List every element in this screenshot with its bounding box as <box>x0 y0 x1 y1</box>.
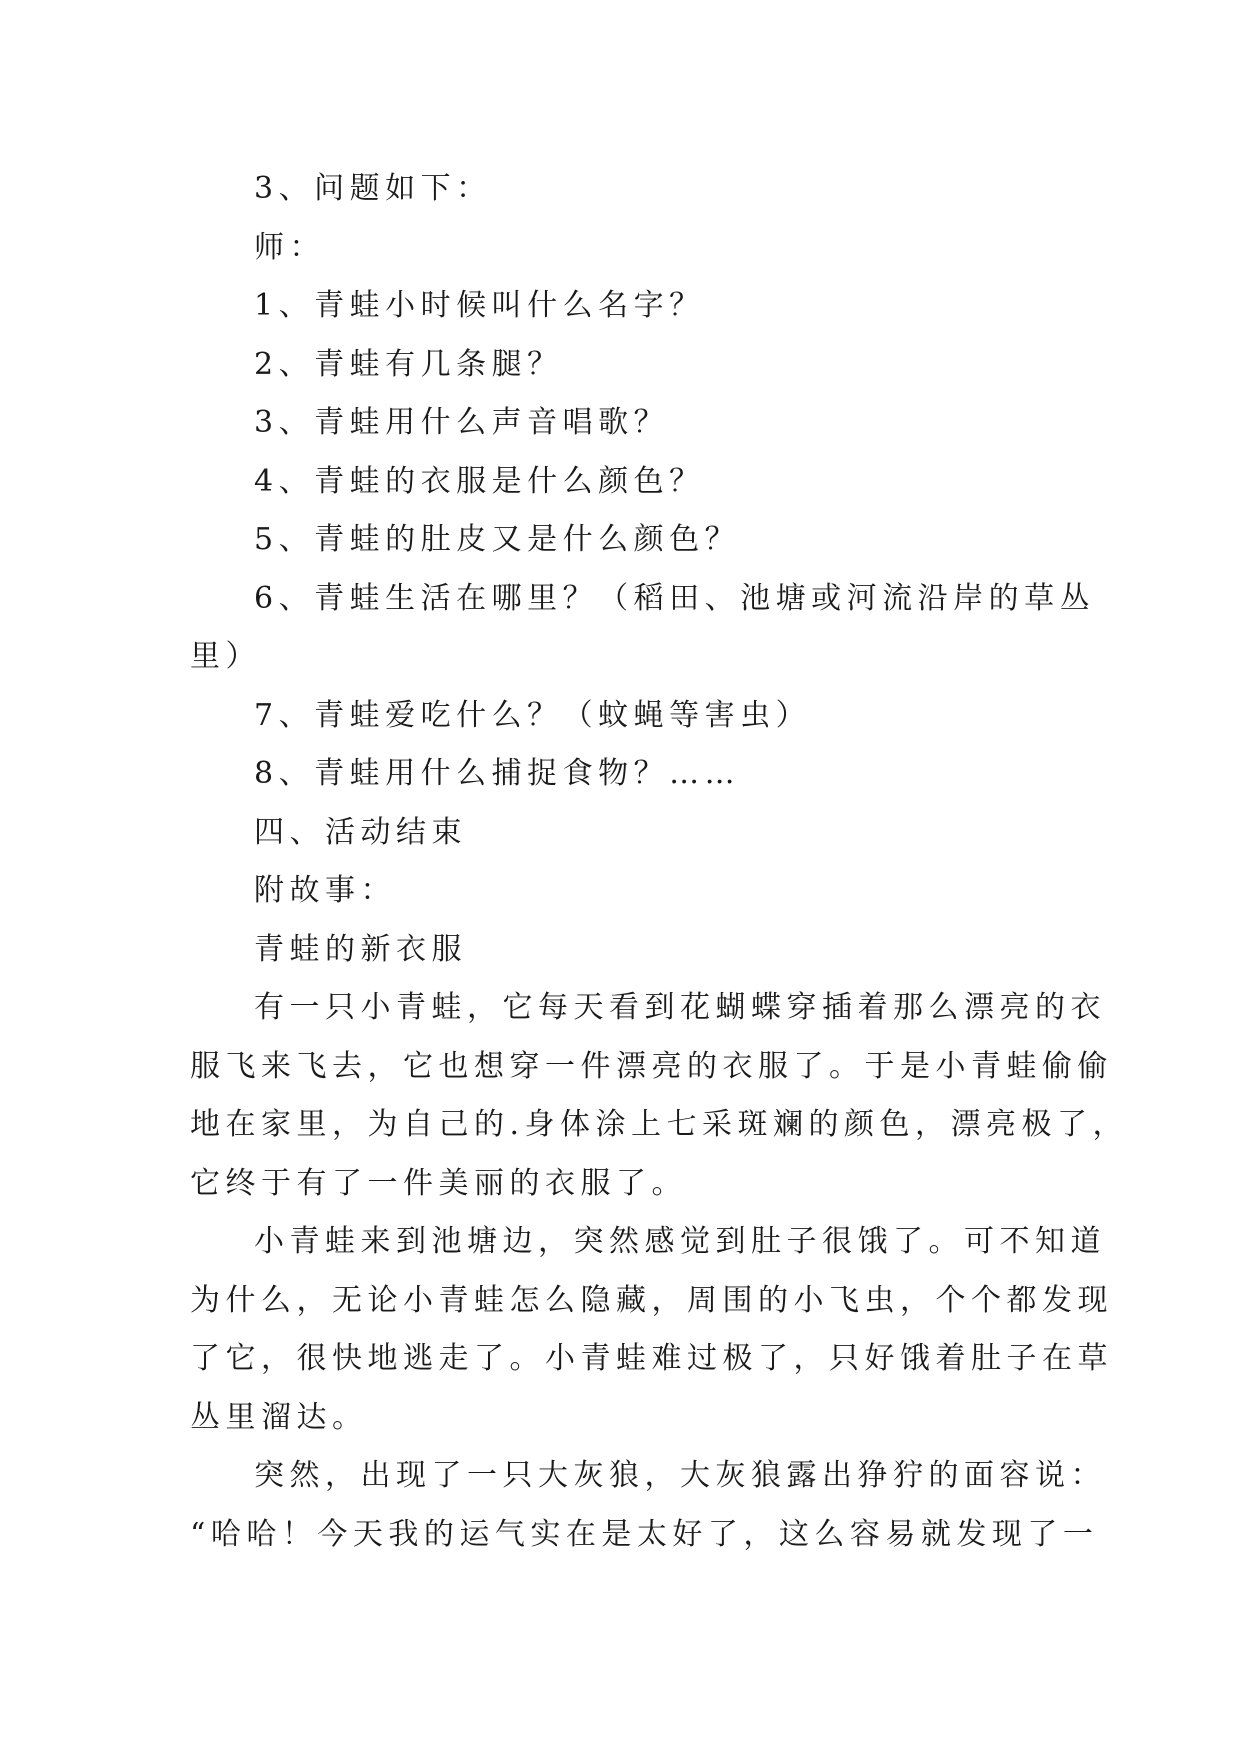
text-line: 2、青蛙有几条腿？ <box>254 346 563 382</box>
text-line: 突然，出现了一只大灰狼，大灰狼露出狰狞的面容说： <box>254 1458 1106 1493</box>
text-line: 1、青蛙小时候叫什么名字？ <box>254 288 705 323</box>
text-line: 3、问题如下： <box>254 171 492 206</box>
text-line: 附故事： <box>254 873 396 908</box>
text-line: 3、青蛙用什么声音唱歌？ <box>254 405 670 440</box>
text-line: 为什么，无论小青蛙怎么隐藏，周围的小飞虫，个个都发现 <box>190 1282 1113 1318</box>
text-line: 5、青蛙的肚皮又是什么颜色？ <box>254 522 741 557</box>
text-line: “哈哈！今天我的运气实在是太好了，这么容易就发现了一 <box>190 1516 1099 1552</box>
text-line: 地在家里，为自己的.身体涂上七采斑斓的颜色，漂亮极了， <box>190 1107 1129 1142</box>
section-heading: 四、活动结束 <box>254 814 467 850</box>
text-line: 8、青蛙用什么捕捉食物？…… <box>254 756 741 791</box>
text-line: 它终于有了一件美丽的衣服了。 <box>190 1165 687 1201</box>
text-line: 有一只小青蛙，它每天看到花蝴蝶穿插着那么漂亮的衣 <box>254 990 1106 1025</box>
text-line: 服飞来飞去，它也想穿一件漂亮的衣服了。于是小青蛙偷偷 <box>190 1048 1113 1084</box>
story-title: 青蛙的新衣服 <box>254 931 467 967</box>
text-line: 6、青蛙生活在哪里？（稻田、池塘或河流沿岸的草丛 <box>254 580 1096 616</box>
text-line: 7、青蛙爱吃什么？（蚊蝇等害虫） <box>254 697 812 733</box>
text-line: 小青蛙来到池塘边，突然感觉到肚子很饿了。可不知道 <box>254 1224 1106 1259</box>
text-line: 4、青蛙的衣服是什么颜色？ <box>254 463 705 499</box>
document-body <box>190 160 1129 1564</box>
text-line: 里） <box>190 639 261 674</box>
text-line: 丛里溜达。 <box>190 1399 368 1435</box>
text-line: 了它，很快地逃走了。小青蛙难过极了，只好饿着肚子在草 <box>190 1341 1113 1376</box>
text-line: 师： <box>254 229 325 265</box>
